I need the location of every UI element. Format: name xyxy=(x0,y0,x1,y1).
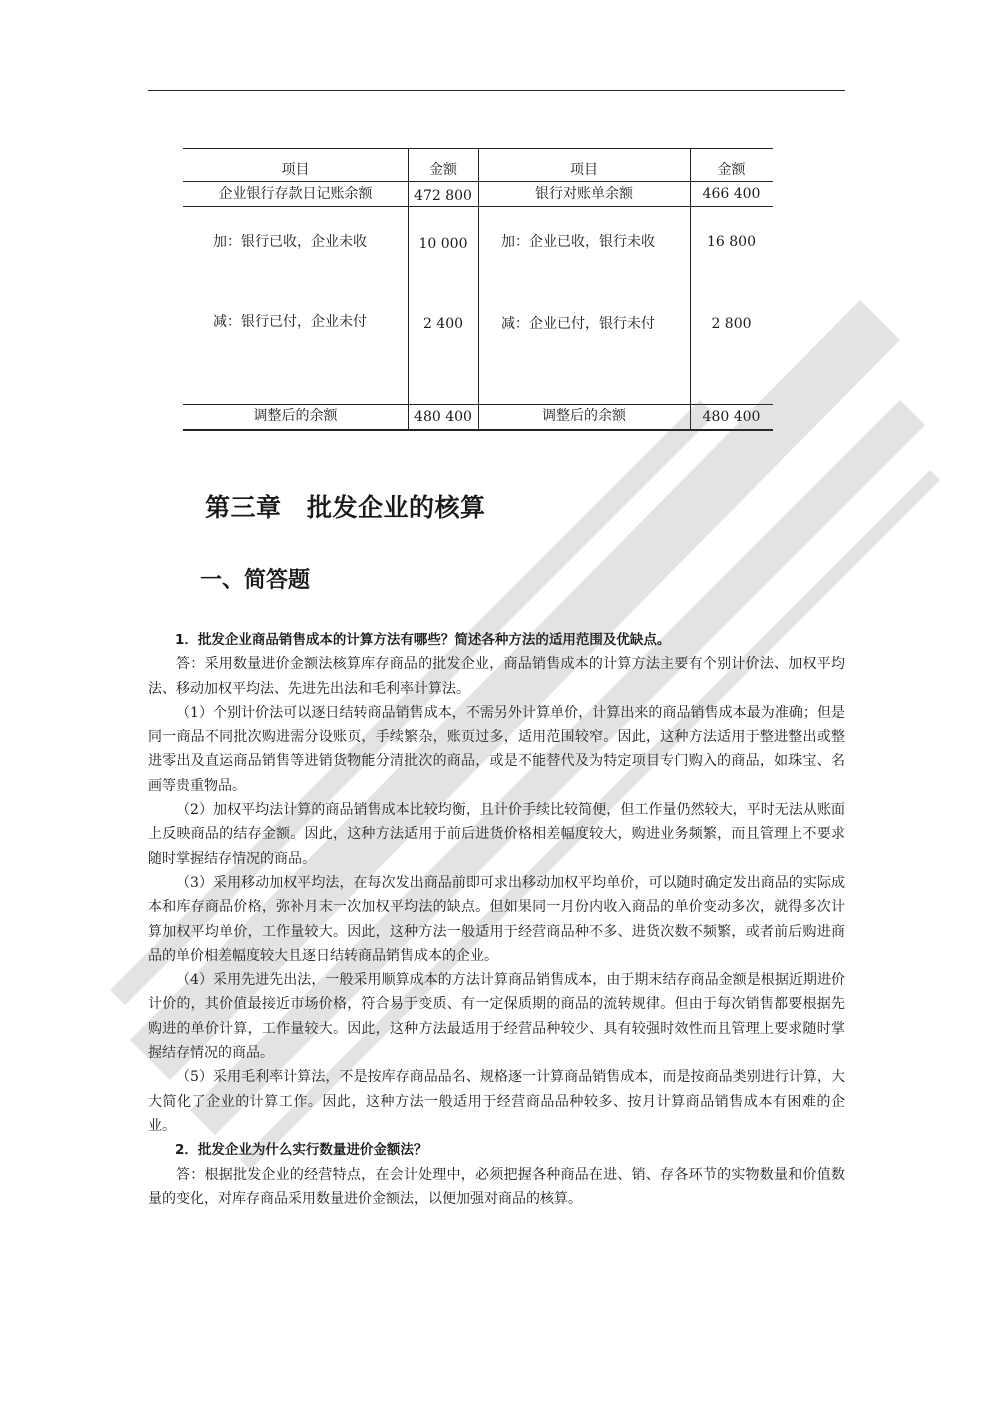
answer-1-point-4: （4）采用先进先出法，一般采用顺算成本的方法计算商品销售成本，由于期末结存商品金额是根据近期进价计价的，其价值最接近市场价格，符合易于变质、有一定保质期的商品的流转规律。但由于每次销售都要根据先购进的单价计算，工作量较大。因此，这种方法最适用于经营品种较少、具有较强时效性而且管理上要求随时掌握结存情况的商品。 xyxy=(148,972,845,1062)
section-title: 一、简答题 xyxy=(200,567,311,593)
row-balance-right-amount: 466 400 xyxy=(702,186,761,202)
row-add-right-label: 加：企业已收，银行未收 xyxy=(501,234,655,250)
row-add-left-amount: 10 000 xyxy=(418,236,468,252)
answer-1-intro: 答：采用数量进价金额法核算库存商品的批发企业，商品销售成本的计算方法主要有个别计价法、加权平均法、移动加权平均法、先进先出法和毛利率计算法。 xyxy=(148,656,845,697)
answer-1-point-1: （1）个别计价法可以逐日结转商品销售成本，不需另外计算单价，计算出来的商品销售成本最为准确；但是同一商品不同批次购进需分设账页，手续繁杂，账页过多，适用范围较窄。因此，这种方法适用于整进整出或整进零出及直运商品销售等进销货物能分清批次的商品，或是不能替代及为特定项目专门购入的商品，如珠宝、名画等贵重物品。 xyxy=(148,704,845,794)
row-subtract-left-amount: 2 400 xyxy=(422,316,464,332)
row-balance-right-label: 银行对账单余额 xyxy=(535,186,633,202)
answer-1-point-3: （3）采用移动加权平均法，在每次发出商品前即可求出移动加权平均单价，可以随时确定发出商品的实际成本和库存商品价格，弥补月末一次加权平均法的缺点。但如果同一月份内收入商品的单价变动多次，就得多次计算加权平均单价，工作量较大。因此，这种方法一般适用于经营商品种不多、进货次数不频繁，或者前后购进商品的单价相差幅度较大且逐日结转商品销售成本的企业。 xyxy=(148,874,845,964)
row-add-right-amount: 16 800 xyxy=(707,234,756,250)
bank-reconciliation-table xyxy=(183,148,773,430)
header-item-left: 项目 xyxy=(281,162,310,178)
body-text xyxy=(148,628,845,1211)
answer-2: 答：根据批发企业的经营特点，在会计处理中，必须把握各种商品在进、销、存各环节的实物数量和价值数量的变化，对库存商品采用数量进价金额法，以便加强对商品的核算。 xyxy=(148,1166,845,1207)
header-rule xyxy=(148,90,845,91)
row-balance-left-label: 企业银行存款日记账余额 xyxy=(218,186,373,202)
row-adjusted-left-label: 调整后的余额 xyxy=(253,408,338,424)
row-add-left-label: 加：银行已收，企业未收 xyxy=(213,234,367,250)
question-1: 1．批发企业商品销售成本的计算方法有哪些？简述各种方法的适用范围及优缺点。 xyxy=(175,632,671,648)
row-adjusted-right-amount: 480 400 xyxy=(702,409,761,425)
header-item-right: 项目 xyxy=(570,162,598,178)
row-adjusted-left-amount: 480 400 xyxy=(414,409,472,425)
answer-1-point-5: （5）采用毛利率计算法，不是按库存商品品名、规格逐一计算商品销售成本，而是按商品类别进行计算，大大简化了企业的计算工作。因此，这种方法一般适用于经营商品品种较多、按月计算商品销售成本有困难的企业。 xyxy=(148,1069,845,1134)
row-subtract-left-label: 减：银行已付，企业未付 xyxy=(213,314,367,330)
row-subtract-right-label: 减：企业已付，银行未付 xyxy=(501,316,655,332)
row-subtract-right-amount: 2 800 xyxy=(711,316,752,332)
answer-1-point-2: （2）加权平均法计算的商品销售成本比较均衡，且计价手续比较简便，但工作量仍然较大，平时无法从账面上反映商品的结存金额。因此，这种方法适用于前后进货价格相差幅度较大，购进业务频繁，而且管理上不要求随时掌握结存情况的商品。 xyxy=(148,802,845,867)
row-adjusted-right-label: 调整后的余额 xyxy=(542,408,626,424)
chapter-title: 第三章 批发企业的核算 xyxy=(205,493,486,522)
question-2: 2．批发企业为什么实行数量进价金额法？ xyxy=(175,1142,428,1159)
header-amount-left: 金额 xyxy=(429,162,457,178)
row-balance-left-amount: 472 800 xyxy=(414,188,472,204)
header-amount-right: 金额 xyxy=(717,162,746,178)
